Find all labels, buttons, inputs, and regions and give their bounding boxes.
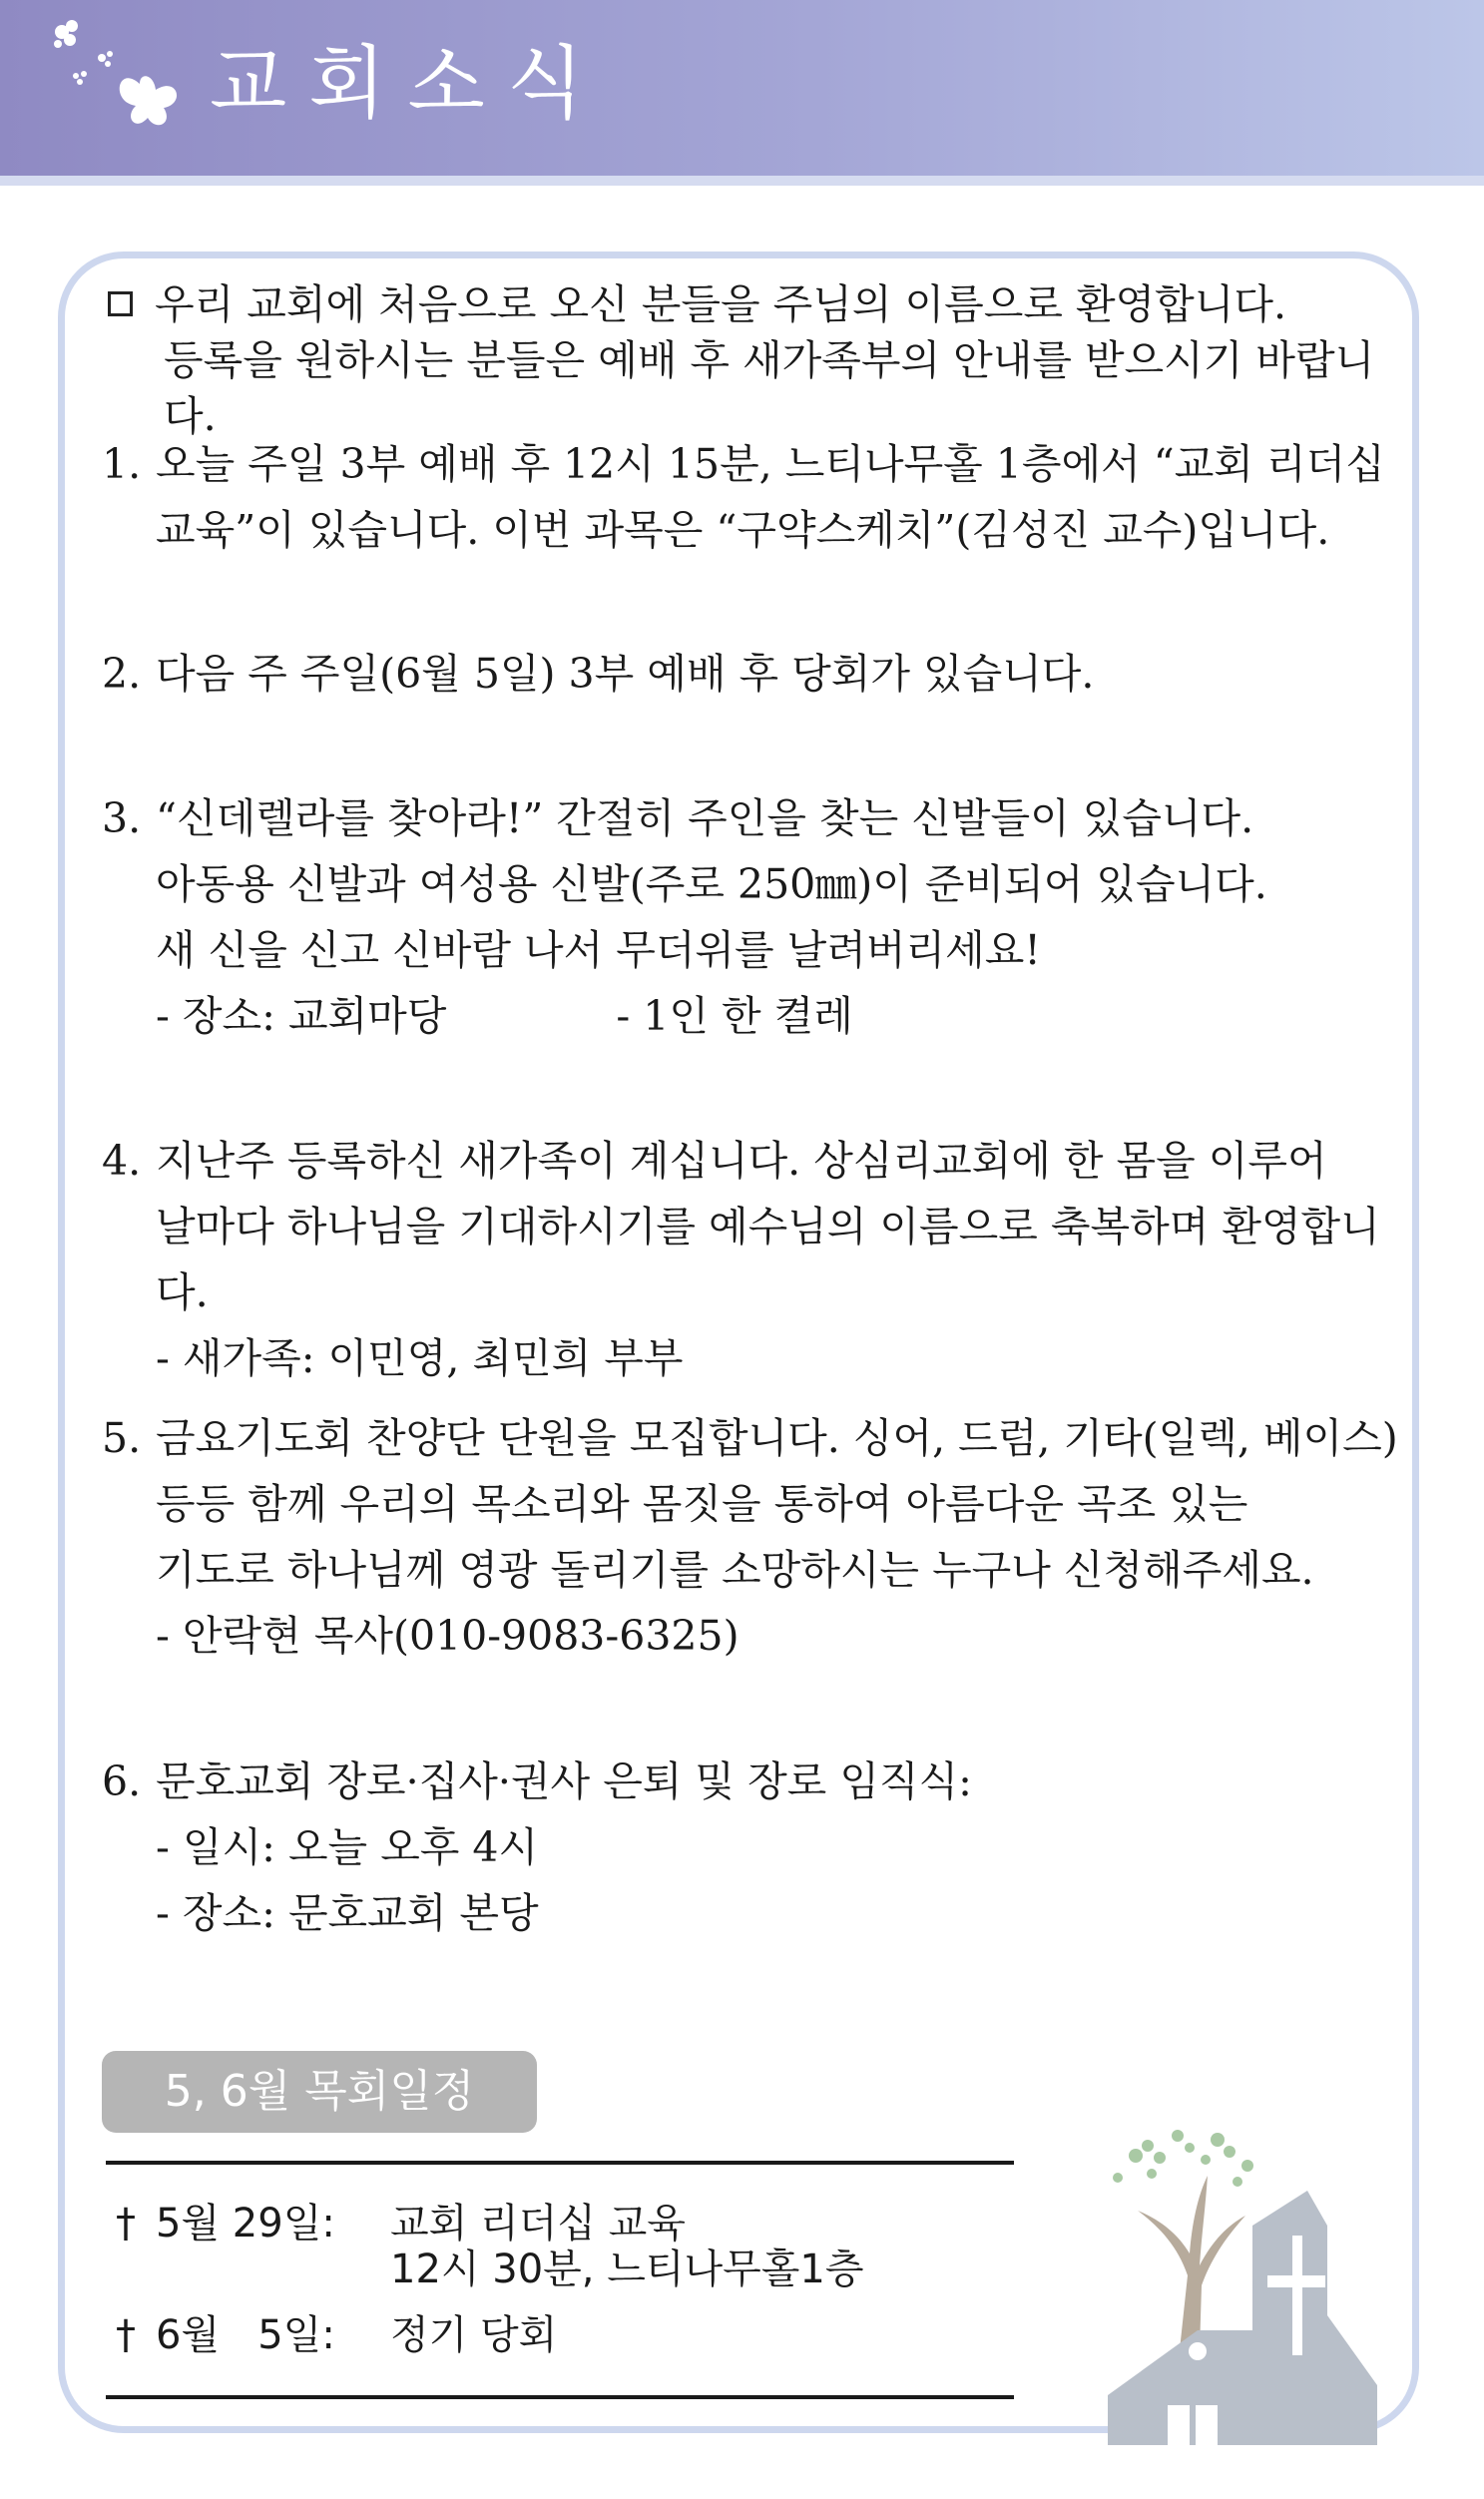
church-building-icon [1108,2191,1377,2445]
item-detail: - 장소: 문호교회 본당 [156,1889,539,1937]
notice-item-4 [102,1128,1399,1391]
item-number: 6. [102,1757,142,1805]
item-text: 금요기도회 찬양단 단원을 모집합니다. 싱어, 드럼, 기타(일렉, 베이스) [156,1414,1398,1462]
item-detail [102,983,1399,1049]
schedule-date: 6월 5일: [156,2312,335,2358]
schedule-desc-line: 정기 당회 [390,2312,558,2358]
item-number: 1. [102,440,142,488]
item-text: 오늘 주일 3부 예배 후 12시 15분, 느티나무홀 1층에서 “교회 리더십 [156,440,1385,488]
notice-item-2 [102,641,1399,707]
flower-decoration-icon [40,14,210,144]
schedule-entry [116,2201,864,2292]
item-number: 5. [102,1414,142,1462]
item-detail: - 일시: 오늘 오후 4시 [156,1823,539,1871]
schedule-date: 5월 29일: [156,2201,335,2247]
item-text: 새 신을 신고 신바람 나서 무더위를 날려버리세요! [156,926,1041,974]
schedule-entry [116,2312,864,2358]
welcome-text-2: 등록을 원하시는 분들은 예배 후 새가족부의 안내를 받으시기 바랍니다. [164,336,1375,440]
header-underline [0,176,1484,186]
cross-icon: † [116,2201,136,2247]
item-text: 지난주 등록하신 새가족이 계십니다. 상심리교회에 한 몸을 이루어 [156,1137,1327,1185]
checkbox-icon [108,291,133,316]
limit-detail: - 1인 한 켤레 [616,992,853,1040]
item-number: 3. [102,794,142,842]
item-text: 기도로 하나님께 영광 돌리기를 소망하시는 누구나 신청해주세요. [156,1546,1314,1594]
church-illustration-icon [1078,2116,1397,2445]
item-number: 2. [102,650,142,698]
schedule-bottom-rule [106,2395,1014,2399]
item-text: 교육”이 있습니다. 이번 과목은 “구약스케치”(김성진 교수)입니다. [156,506,1330,554]
schedule-title-badge: 5, 6월 목회일정 [102,2051,537,2133]
place-detail: - 장소: 교회마당 [156,992,447,1040]
schedule-desc [390,2201,864,2292]
notice-item-6 [102,1749,1399,1946]
welcome-text-1: 우리 교회에 처음으로 오신 분들을 주님의 이름으로 환영합니다. [155,280,1287,328]
schedule-desc [390,2312,557,2358]
schedule-desc-line: 12시 30분, 느티나무홀1층 [390,2247,864,2292]
item-text: 등등 함께 우리의 목소리와 몸짓을 통하여 아름다운 곡조 있는 [156,1480,1248,1528]
item-number: 4. [102,1137,142,1185]
item-text: “신데렐라를 찾아라!” 간절히 주인을 찾는 신발들이 있습니다. [156,794,1254,842]
schedule-list [116,2201,864,2358]
notice-item-1 [102,431,1399,563]
item-text: 날마다 하나님을 기대하시기를 예수님의 이름으로 축복하며 환영합니다. [156,1203,1380,1316]
item-text: 다음 주 주일(6월 5일) 3부 예배 후 당회가 있습니다. [156,650,1095,698]
schedule-desc-line: 교회 리더십 교육 [390,2201,686,2247]
welcome-notice [108,276,1405,444]
welcome-line-1 [108,276,1405,332]
schedule-top-rule [106,2161,1014,2165]
item-detail: - 안락현 목사(010-9083-6325) [156,1612,740,1660]
notice-item-5 [102,1405,1399,1669]
item-text: 문호교회 장로·집사·권사 은퇴 및 장로 임직식: [156,1757,972,1805]
cross-icon: † [116,2312,136,2358]
item-detail: - 새가족: 이민영, 최민희 부부 [156,1334,684,1382]
item-text: 아동용 신발과 여성용 신발(주로 250㎜)이 준비되어 있습니다. [156,860,1267,908]
notice-item-3 [102,785,1399,1049]
page-title: 교회소식 [210,37,607,130]
